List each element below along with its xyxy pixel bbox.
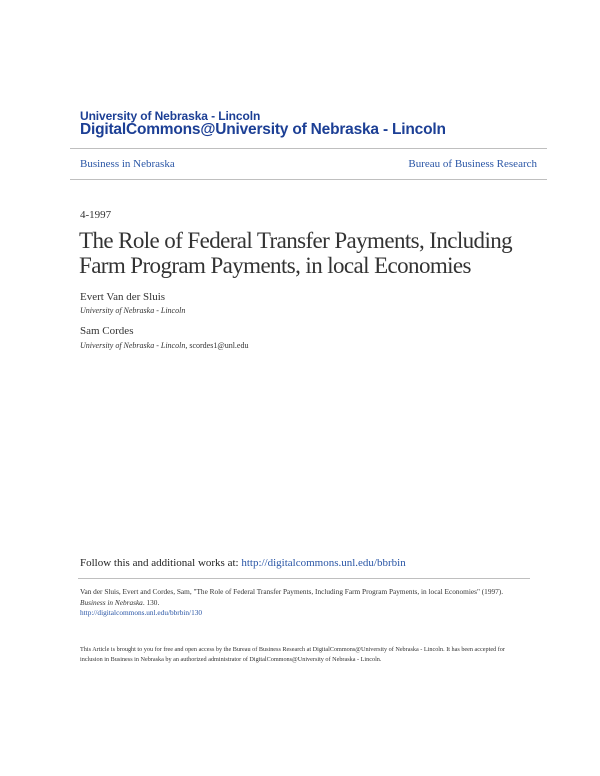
author-affiliation	[80, 341, 248, 350]
citation-text: Van der Sluis, Evert and Cordes, Sam, "The Role of Federal Transfer Payments, Including Farm Program Payments, in local Economies" (1997).	[80, 587, 504, 596]
repository-name[interactable]: DigitalCommons@University of Nebraska - Lincoln	[80, 121, 446, 138]
recommended-citation	[80, 587, 520, 619]
institution-name[interactable]: University of Nebraska - Lincoln	[80, 109, 261, 123]
affiliation-text: University of Nebraska - Lincoln	[80, 341, 186, 350]
author-name: Evert Van der Sluis	[80, 291, 166, 303]
access-notice: This Article is brought to you for free and open access by the Bureau of Business Research at DigitalCommons@University of Nebraska - Lincoln. It has been accepted for inclusion in Business in Nebraska by an authorized administrator of DigitalCommons@University of Nebraska - Lincoln.	[80, 646, 505, 663]
collection-link-business-in-nebraska[interactable]: Business in Nebraska	[80, 158, 175, 170]
citation-journal: Business in Nebraska	[80, 597, 143, 607]
publication-date: 4-1997	[80, 209, 112, 221]
citation-issue: . 130.	[142, 597, 160, 607]
follow-text: Follow this and additional works at:	[80, 557, 242, 569]
follow-line	[80, 557, 406, 569]
affiliation-text: University of Nebraska - Lincoln	[80, 306, 186, 315]
divider-top	[70, 148, 547, 149]
citation-url-link[interactable]: http://digitalcommons.unl.edu/bbrbin/130	[80, 608, 203, 617]
series-url-link[interactable]: http://digitalcommons.unl.edu/bbrbin	[241, 557, 406, 569]
article-title: The Role of Federal Transfer Payments, Including Farm Program Payments, in local Economies	[79, 228, 513, 278]
author-name: Sam Cordes	[80, 325, 134, 337]
divider-citation	[78, 578, 530, 579]
author-affiliation	[80, 306, 185, 315]
collection-link-bureau-of-business-research[interactable]: Bureau of Business Research	[408, 158, 537, 170]
author-email: , scordes1@unl.edu	[185, 341, 249, 350]
divider-nav	[70, 179, 547, 180]
